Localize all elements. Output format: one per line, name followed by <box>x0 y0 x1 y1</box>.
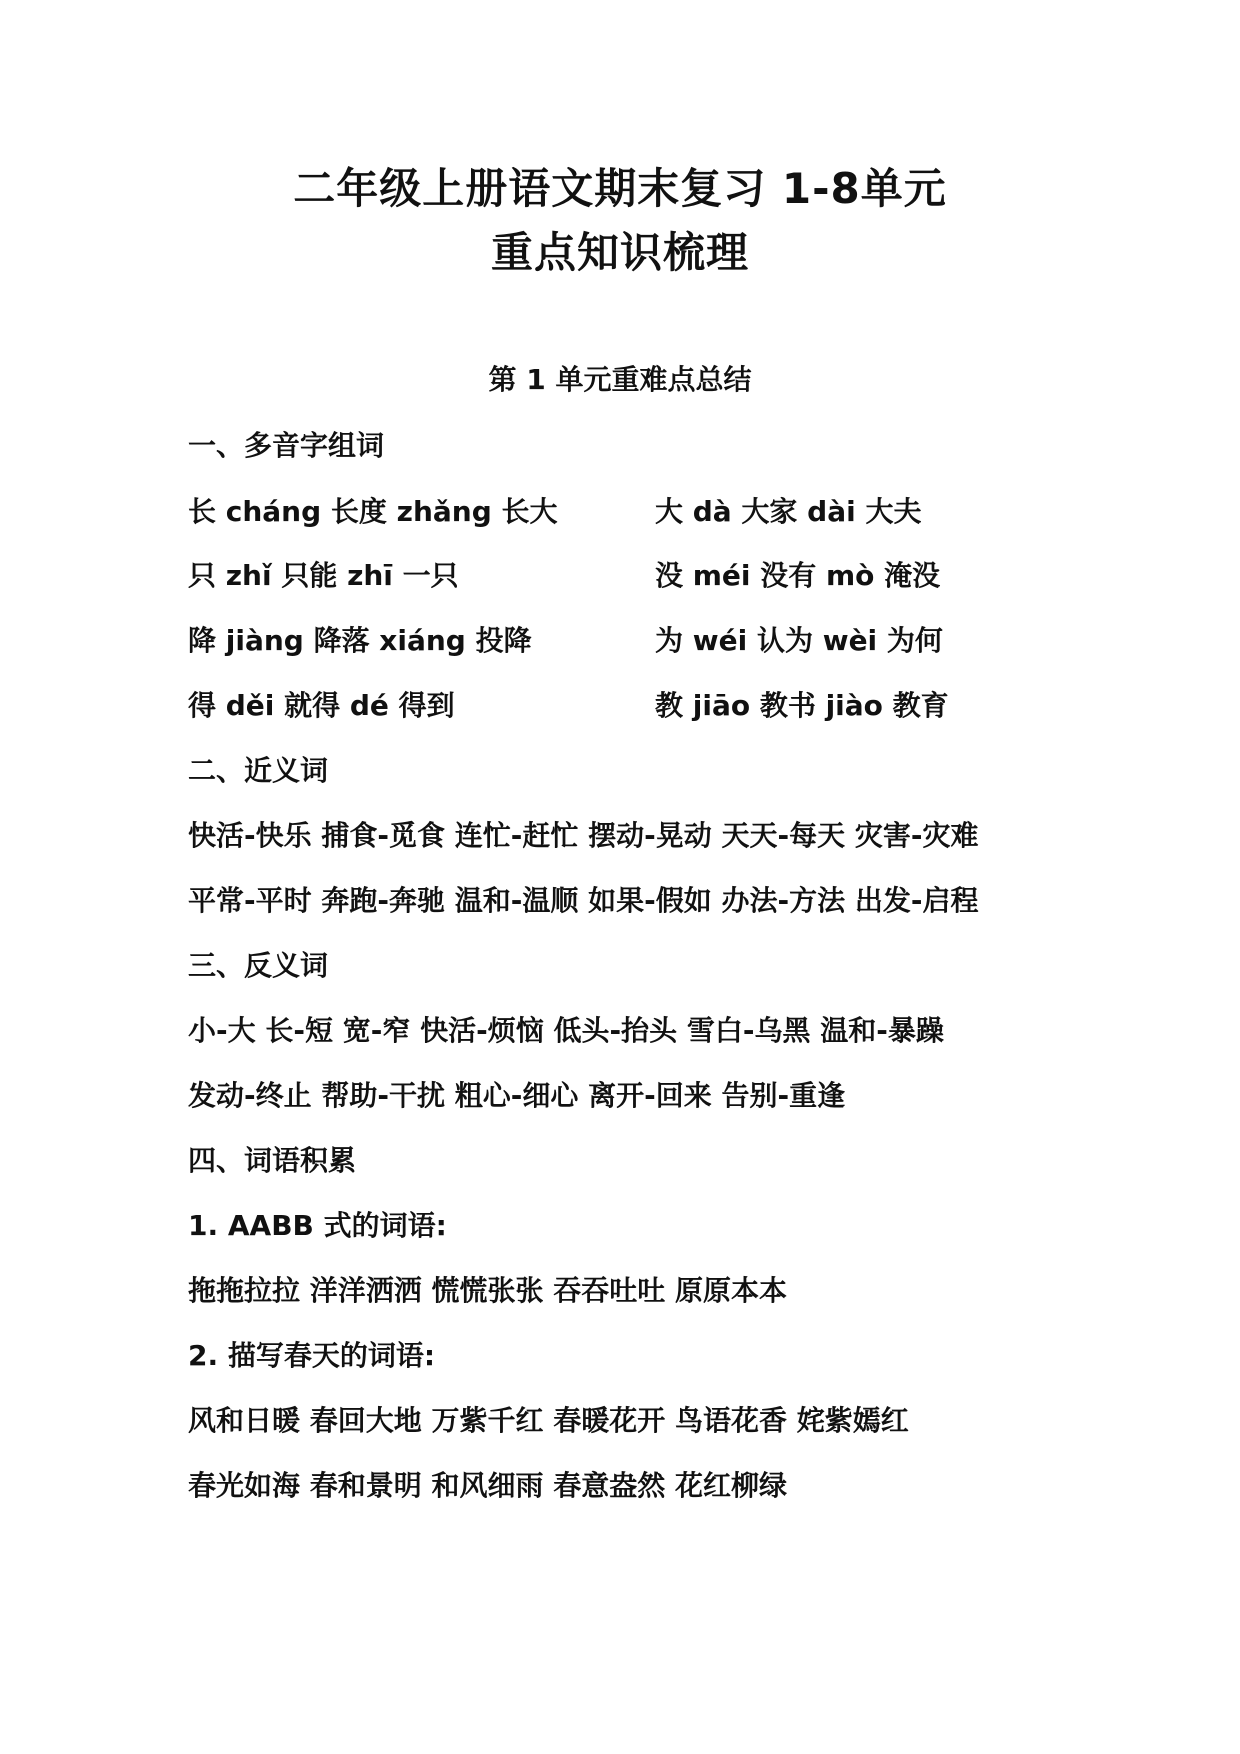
section-heading-vocabulary: 四、词语积累 <box>188 1144 357 1177</box>
vocabulary-item2-words: 春光如海 春和景明 和风细雨 春意盎然 花红柳绿 <box>188 1469 787 1502</box>
antonyms-line: 发动-终止 帮助-干扰 粗心-细心 离开-回来 告别-重逢 <box>188 1079 846 1112</box>
unit-heading: 第 1 单元重难点总结 <box>488 363 752 396</box>
antonyms-line: 小-大 长-短 宽-窄 快活-烦恼 低头-抬头 雪白-乌黑 温和-暴躁 <box>188 1014 944 1047</box>
vocabulary-item1-words: 拖拖拉拉 洋洋洒洒 慌慌张张 吞吞吐吐 原原本本 <box>188 1274 787 1307</box>
section-heading-synonyms: 二、近义词 <box>188 754 329 787</box>
document-title-line2: 重点知识梳理 <box>490 228 749 277</box>
polyphone-row-left: 得 děi 就得 dé 得到 <box>188 689 455 722</box>
synonyms-line: 平常-平时 奔跑-奔驰 温和-温顺 如果-假如 办法-方法 出发-启程 <box>188 884 979 917</box>
section-heading-antonyms: 三、反义词 <box>188 949 329 982</box>
polyphone-row-right: 大 dà 大家 dài 大夫 <box>655 495 922 528</box>
vocabulary-item2-label: 2. 描写春天的词语: <box>188 1339 436 1372</box>
vocabulary-item2-words: 风和日暖 春回大地 万紫千红 春暖花开 鸟语花香 姹紫嫣红 <box>188 1404 909 1437</box>
polyphone-row-right: 为 wéi 认为 wèi 为何 <box>655 624 943 657</box>
vocabulary-item1-label: 1. AABB 式的词语: <box>188 1209 447 1242</box>
polyphone-row-left: 降 jiàng 降落 xiáng 投降 <box>188 624 532 657</box>
polyphone-row-right: 没 méi 没有 mò 淹没 <box>655 559 941 592</box>
polyphone-row-right: 教 jiāo 教书 jiào 教育 <box>655 689 949 722</box>
synonyms-line: 快活-快乐 捕食-觅食 连忙-赶忙 摆动-晃动 天天-每天 灾害-灾难 <box>188 819 979 852</box>
section-heading-polyphones: 一、多音字组词 <box>188 429 385 462</box>
polyphone-row-left: 只 zhǐ 只能 zhī 一只 <box>188 559 459 592</box>
document-title-line1: 二年级上册语文期末复习 1-8单元 <box>293 164 947 213</box>
polyphone-row-left: 长 cháng 长度 zhǎng 长大 <box>188 495 558 528</box>
